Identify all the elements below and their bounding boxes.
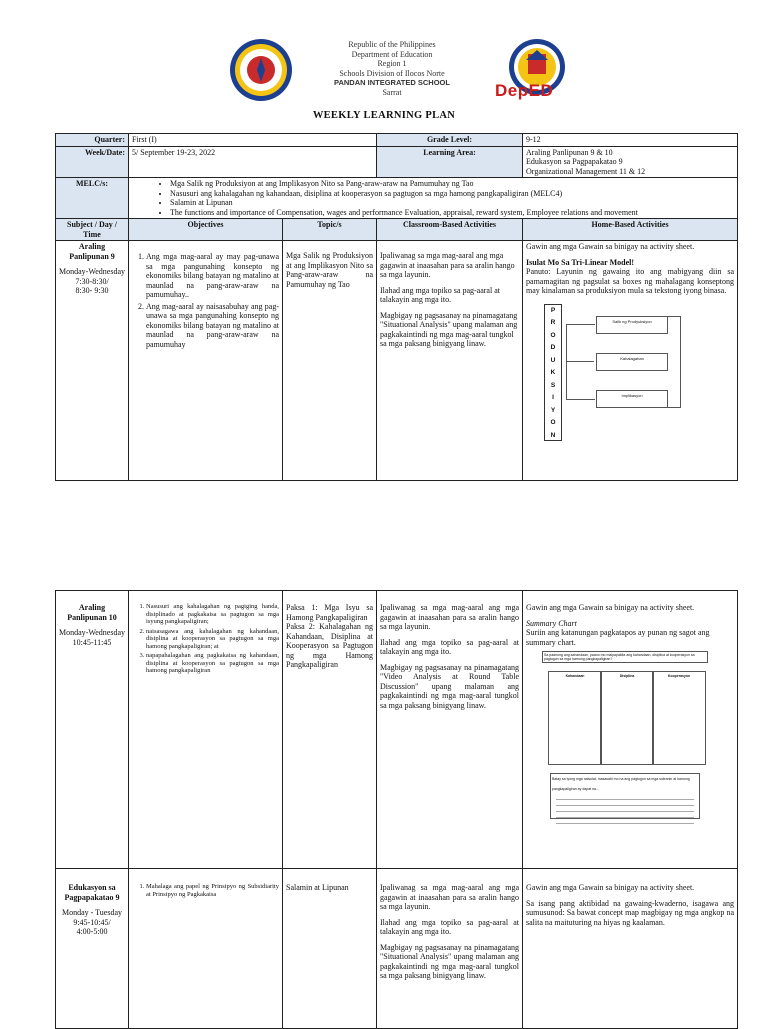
objectives-list (132, 603, 279, 675)
objective-item: 1. Ang mga mag-aaral ay may pag-unawa sa mga pangunahing konsepto ng ekonomiks bilang batayan ng matalino at maunlad na pang-araw-araw na pamumuhay.. (146, 252, 279, 300)
area-value: Araling Panlipunan 9 & 10 (526, 147, 613, 157)
letter: K (550, 369, 556, 376)
agency-block (300, 40, 484, 97)
agency-line: Republic of the Philippines (348, 40, 436, 49)
subject-name: Araling Panlipunan 9 (69, 242, 115, 261)
school-seal-icon (229, 38, 293, 102)
objectives-cell (129, 241, 283, 481)
subject-day: Monday-Wednesday (59, 267, 126, 276)
table-row (56, 869, 738, 1029)
info-row (56, 134, 738, 147)
melc-label: MELC/s: (56, 178, 129, 219)
subject-name: Araling Panlipunan 10 (67, 603, 117, 622)
chart-column: Disiplina (600, 671, 654, 765)
objectives-cell (129, 591, 283, 869)
classroom-cell (377, 869, 523, 1029)
area-value: Edukasyon sa Pagpapakatao 9 (526, 157, 623, 166)
topic-cell: Salamin at Lipunan (283, 869, 377, 1029)
produksiyon-vertical-label (544, 304, 562, 441)
home-cell (523, 869, 738, 1029)
agency-line: Region 1 (377, 59, 407, 68)
page-title: WEEKLY LEARNING PLAN (312, 110, 456, 121)
chart-column: Kooperasyon (652, 671, 706, 765)
objective-item: 2. Ang mag-aaral ay naisasabuhay ang pag-unawa sa mga pangunahing konsepto ng ekonomiks bilang batayan ng matalino at maunlad na pang-araw-araw na pamumuhay (146, 302, 279, 350)
subject-day: Monday-Wednesday (59, 628, 126, 637)
activity-directions: Panuto: Layunin ng gawaing ito ang mabigyang diin sa pamamagitan ng pagsulat sa boxes ng mahalagang konseptong may kinalaman sa produksiyon mula sa tekstong iyong binasa. (526, 267, 735, 295)
objective-item: 2. naisasagawa ang kahalagahan ng kahandaan, disiplina at kooperasyon sa pagtugon sa mga hamong pangkapaligiran; at (146, 628, 279, 651)
letter: R (550, 319, 556, 326)
column-header-row (56, 219, 738, 241)
week-value: 5/ September 19-23, 2022 (129, 146, 377, 178)
melc-item: • Nasusuri ang kahalagahan ng kahandaan, disiplina at kooperasyon sa pagtugon sa mga hamong pangkapaligiran (MELC4) (170, 189, 734, 199)
tri-linear-model-figure (536, 304, 726, 444)
quarter-label: Quarter: (56, 134, 129, 147)
classroom-step: Magbigay ng pagsasanay na pinamagatang "Video Analysis at Round Table Discussion" upang malaman ang pagkakaintindi ng mga mag-aaral tungkol sa mga paksang binigyang linaw. (380, 662, 519, 710)
summary-chart-figure (532, 651, 718, 823)
col-header-objectives: Objectives (129, 219, 283, 241)
home-cell (523, 241, 738, 481)
plan-table-top (55, 133, 738, 481)
chart-conclusion (550, 773, 700, 819)
school-town: Sarrat (382, 87, 402, 97)
chart-question: Sa paanong ang kahandaan, paano mo maipapakita ang kahandaan, disiplina at kooperasyon sa pagtugon sa mga hamong pangkapaligiran? (542, 651, 708, 663)
topic-cell (283, 591, 377, 869)
classroom-step: Ilahad ang mga topiko sa pag-aaral at talakayin ang mga ito. (380, 637, 519, 656)
conclusion-prompt: Batay sa iyong mga naisulat, masasabi mo na ang pagtugon sa mga suliranin at hamong pangkapaligiran ay dapat na... (552, 777, 690, 791)
agency-line: Schools Division of Ilocos Norte (339, 68, 445, 78)
school-name: PANDAN INTEGRATED SCHOOL (334, 78, 450, 87)
area-values (523, 146, 738, 178)
subject-time: 10:45-11:45 (72, 637, 112, 647)
letter: P (550, 306, 556, 314)
grade-value: 9-12 (523, 134, 738, 147)
col-header-classroom: Classroom-Based Activities (377, 219, 523, 241)
objectives-list (132, 883, 279, 898)
col-header-topics: Topic/s (283, 219, 377, 241)
classroom-cell (377, 591, 523, 869)
activity-title: Summary Chart (526, 618, 577, 628)
subject-cell (56, 241, 129, 481)
classroom-cell (377, 241, 523, 481)
home-instruction: Gawin ang mga Gawain sa binigay na activity sheet. (526, 883, 695, 892)
letterhead (0, 35, 768, 105)
connector-line (566, 324, 595, 400)
letter: U (550, 356, 556, 364)
col-header-home: Home-Based Activities (523, 219, 738, 241)
connector-line (566, 361, 594, 362)
topic-item: Paksa 2: Kahalagahan ng Kahandaan, Disiplina at Kooperasyon sa Pagtugon ng mga Hamong Pangkapaligiran (286, 622, 373, 669)
week-label: Week/Date: (56, 146, 129, 178)
melc-row (56, 178, 738, 219)
activity-title: Isulat Mo Sa Tri-Linear Model! (526, 257, 635, 267)
home-instruction: Gawin ang mga Gawain sa binigay na activity sheet. (526, 242, 695, 251)
info-row (56, 146, 738, 178)
activity-directions: Suriin ang katanungan pagkatapos ay punan ng sagot ang summary chart. (526, 628, 710, 647)
connector-line (666, 316, 681, 408)
letter: O (550, 331, 556, 339)
table-row (56, 591, 738, 869)
letter: O (550, 419, 556, 426)
melc-list (132, 179, 734, 217)
letter: N (550, 431, 556, 439)
table-row (56, 241, 738, 481)
topic-cell: Mga Salik ng Produksiyon at ang Implikasyon Nito sa Pang-araw-araw na Pamumuhay ng Tao (283, 241, 377, 481)
subject-time: 8:30- 9:30 (75, 286, 109, 295)
classroom-step: Ipaliwanag sa mga mag-aaral ang mga gagawin at inaasahan para sa aralin hango sa mga layunin. (380, 251, 515, 279)
agency-line: Department of Education (351, 49, 433, 59)
objective-item: 1. Nasusuri ang kahalagahan ng pagiging handa, disiplinado at pagkakaisa sa pagtugon sa mga isyung pangkapaligiran; (146, 603, 279, 626)
plan-table-bottom (55, 590, 738, 1029)
area-value: Organizational Management 11 & 12 (526, 166, 646, 176)
classroom-step: Magbigay ng pagsasanay na pinamagatang "Situational Analysis" upang malaman ang pagkakaintindi ng mga mag-aaral tungkol sa mga paksang binigyang linaw. (380, 942, 519, 980)
classroom-step: Ipaliwanag sa mga mag-aaral ang mga gagawin at inaasahan para sa aralin hango sa mga layunin. (380, 883, 519, 911)
subject-time: 9:45-10:45/ (73, 917, 111, 927)
quarter-value: First (I) (129, 134, 377, 147)
subject-day: Monday - Tuesday (61, 908, 122, 917)
chart-column: Kahandaan (548, 671, 602, 765)
subject-time: 7:30-8:30/ (75, 276, 109, 286)
area-label: Learning Area: (377, 146, 523, 178)
deped-logo: DepED (495, 81, 554, 100)
grade-label: Grade Level: (377, 134, 523, 147)
letter: D (550, 344, 556, 351)
objectives-list (132, 252, 279, 349)
subject-cell (56, 591, 129, 869)
letter: I (552, 394, 554, 401)
melc-list-cell (129, 178, 738, 219)
model-box: Salik ng Prodyuksiyon (596, 316, 668, 334)
letter: S (550, 381, 556, 389)
subject-time: 4:00-5:00 (76, 927, 108, 936)
subject-cell (56, 869, 129, 1029)
letter: Y (550, 406, 556, 414)
subject-name: Edukasyon sa Pagpapakatao 9 (64, 883, 120, 902)
classroom-step: Ilahad ang mga topiko sa pag-aaral at talakayin ang mga ito. (380, 917, 519, 936)
classroom-step: Ipaliwanag sa mga mag-aaral ang mga gagawin at inaasahan para sa aralin hango sa mga layunin. (380, 603, 519, 631)
objective-item: 3. napapahalagahan ang pagkakaisa ng kahandaan, disiplina at kooperasyon sa pagtugon sa mga hamong pangkapaligiran (146, 652, 279, 675)
home-cell (523, 591, 738, 869)
home-activity: Sa isang pang aktibidad na gawaing-kwaderno, isagawa ang sumusunod: Sa bawat concept map magbigay ng mga angkop na salita na maituturing na hiyas ng kaalaman. (526, 898, 734, 927)
melc-item: • The functions and importance of Compensation, wages and performance Evaluation, appraisal, reward system, Employee relations and movement (170, 208, 734, 218)
melc-item: • Salamin at Lipunan (170, 198, 734, 208)
topic-item: Paksa 1: Mga Isyu sa Hamong Pangkapaligiran (286, 603, 373, 622)
melc-item: • Mga Salik ng Produksiyon at ang Implikasyon Nito sa Pang-araw-araw na Pamumuhay ng Tao (170, 179, 734, 189)
objectives-cell (129, 869, 283, 1029)
model-box: Kahalagahan (596, 353, 668, 371)
classroom-step: Magbigay ng pagsasanay na pinamagatang "Situational Analysis" upang malaman ang pagkakaintindi ng mga mag-aaral tungkol sa mga paksang binigyang linaw. (380, 310, 518, 348)
objective-item: 1. Mahalaga ang papel ng Prinsipyo ng Subsidiarity at Prinsipyo ng Pagkakaisa (146, 883, 279, 898)
col-header-subject: Subject / Day / Time (56, 219, 129, 241)
classroom-step: Ilahad ang mga topiko sa pag-aaral at talakayin ang mga ito. (380, 285, 500, 304)
model-box: Implikasyon (596, 390, 668, 408)
home-instruction: Gawin ang mga Gawain sa binigay na activity sheet. (526, 603, 695, 612)
